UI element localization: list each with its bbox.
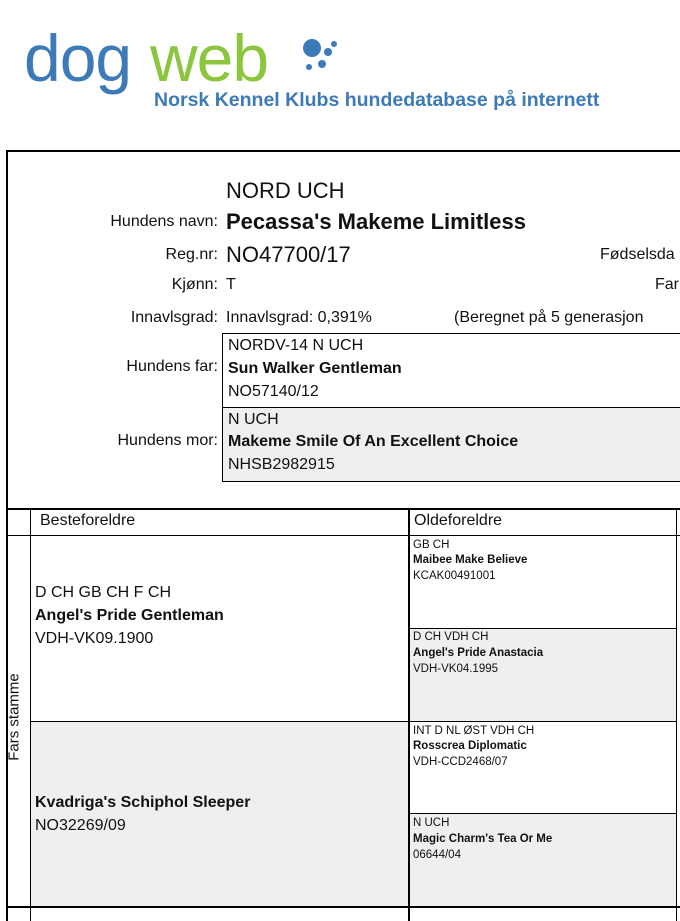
great-grandparent-4-name[interactable]: Magic Charm's Tea Or Me (413, 833, 553, 845)
father-reg: NO57140/12 (228, 383, 319, 400)
sex-label: Kjønn: (171, 276, 218, 293)
frame-top-line (6, 150, 680, 152)
great-grandparent-2-titles: D CH VDH CH (413, 631, 489, 643)
pedigree-col3-line (676, 508, 677, 921)
grandparent-2-name[interactable]: Kvadriga's Schiphol Sleeper (35, 794, 251, 811)
great-grandparent-3-titles: INT D NL ØST VDH CH (413, 725, 535, 737)
dog-titles: NORD UCH (226, 178, 345, 203)
great-grandparent-3-name[interactable]: Rosscrea Diplomatic (413, 740, 527, 752)
logo-dots-icon (298, 36, 342, 76)
site-subtitle: Norsk Kennel Klubs hundedatabase på internett (154, 89, 600, 111)
grandparent-1-name[interactable]: Angel's Pride Gentleman (35, 607, 224, 624)
grandparent-cell-1 (31, 536, 408, 721)
father-titles: NORDV-14 N UCH (228, 337, 364, 354)
dog-reg-number: NO47700/17 (226, 242, 351, 267)
great-grandparent-4-titles: N UCH (413, 817, 450, 829)
col-header-grandparents: Besteforeldre (40, 512, 136, 529)
grandparent-1-titles: D CH GB CH F CH (35, 584, 171, 601)
father-name[interactable]: Sun Walker Gentleman (228, 360, 402, 377)
side-label-text: Fars stamme (5, 673, 23, 761)
great-grandparent-cell-2 (410, 629, 676, 721)
great-grandparent-1-name[interactable]: Maibee Make Believe (413, 554, 528, 566)
dog-sex: T (226, 276, 236, 293)
reg-label: Reg.nr: (165, 246, 218, 263)
name-label: Hundens navn: (110, 213, 218, 230)
father-box (222, 333, 680, 408)
mother-titles: N UCH (228, 411, 279, 428)
great-grandparent-1-titles: GB CH (413, 539, 450, 551)
pedigree-top-line (6, 508, 680, 510)
great-grandparent-cell-1 (410, 536, 676, 628)
dog-name: Pecassa's Makeme Limitless (226, 209, 526, 234)
great-grandparent-cell-3 (410, 722, 676, 813)
color-label: Far (655, 276, 679, 293)
great-grandparent-4-reg: 06644/04 (413, 849, 461, 861)
mother-name[interactable]: Makeme Smile Of An Excellent Choice (228, 433, 519, 450)
inbreeding-note: (Beregnet på 5 generasjon (454, 309, 644, 326)
birth-label: Fødselsda (600, 246, 675, 263)
side-label-fars-stamme (2, 652, 26, 782)
great-grandparent-cell-4 (410, 814, 676, 906)
inbreeding-value: Innavlsgrad: 0,391% (226, 309, 372, 326)
col-header-great-grandparents: Oldeforeldre (414, 512, 503, 529)
father-label: Hundens far: (126, 358, 218, 375)
logo-text-web: web (150, 21, 269, 95)
grandparent-2-reg: NO32269/09 (35, 817, 126, 834)
mother-reg: NHSB2982915 (228, 456, 335, 473)
inbreeding-label: Innavlsgrad: (130, 309, 218, 326)
pedigree-bottom-line (6, 906, 680, 908)
grandparent-cell-2 (31, 722, 408, 906)
great-grandparent-3-reg: VDH-CCD2468/07 (413, 756, 508, 768)
great-grandparent-1-reg: KCAK00491001 (413, 570, 496, 582)
grandparent-1-reg: VDH-VK09.1900 (35, 630, 154, 647)
great-grandparent-2-reg: VDH-VK04.1995 (413, 663, 499, 675)
logo-text-dog: dog (24, 21, 132, 95)
great-grandparent-2-name[interactable]: Angel's Pride Anastacia (413, 647, 544, 659)
mother-box (222, 407, 680, 482)
mother-label: Hundens mor: (117, 432, 218, 449)
